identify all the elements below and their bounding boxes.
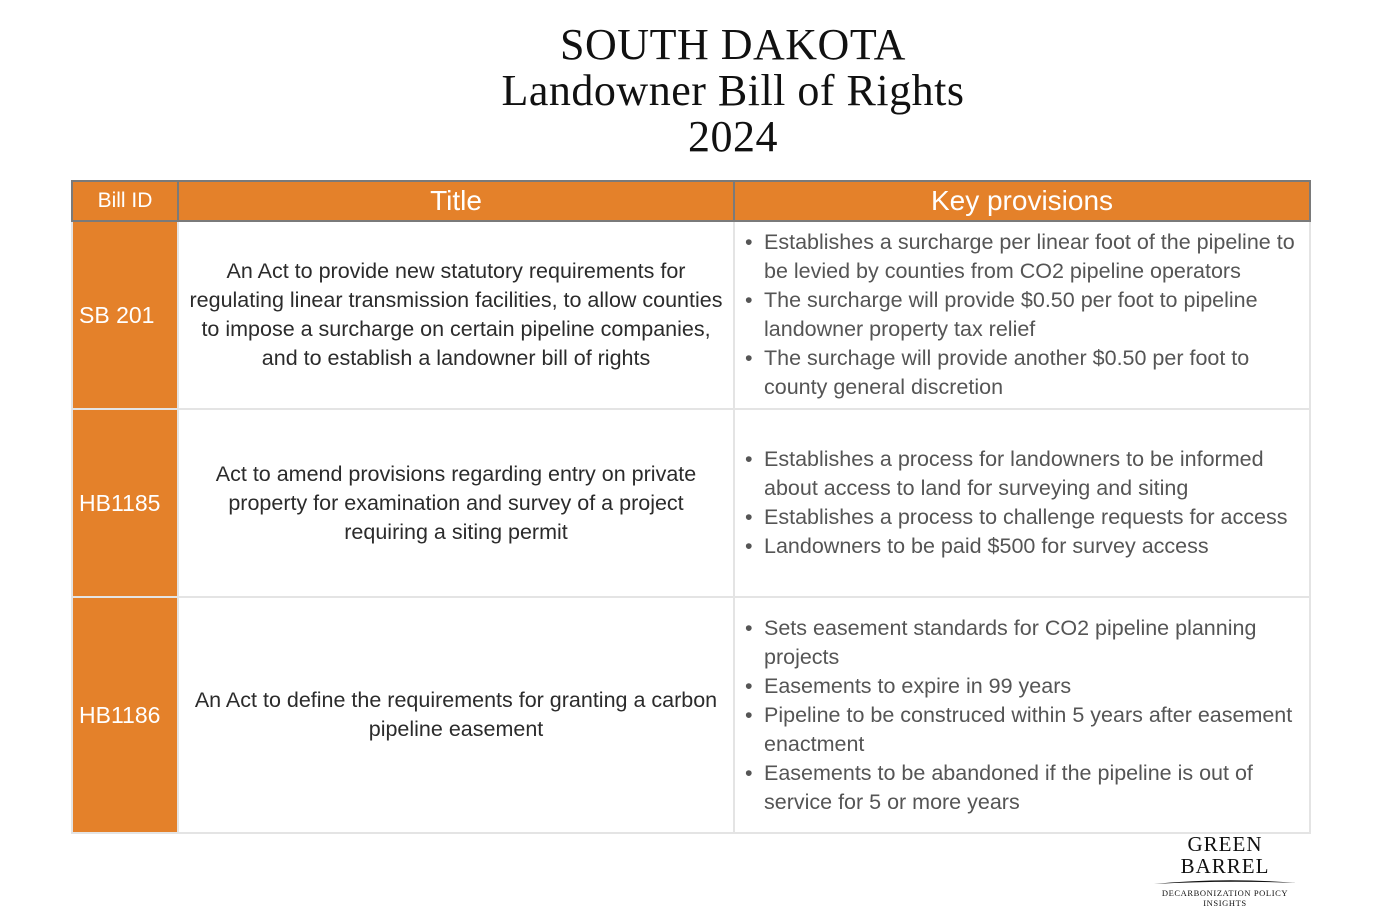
list-item xyxy=(743,759,1301,817)
list-item xyxy=(743,286,1301,344)
provision-text: The surcharge will provide $0.50 per foot to pipeline landowner property tax relief xyxy=(764,288,1258,341)
bullet-icon: • xyxy=(745,534,753,558)
page-title xyxy=(0,22,1380,160)
bullet-icon: • xyxy=(745,505,753,529)
provisions-list xyxy=(743,614,1301,817)
column-header-title: Title xyxy=(178,181,734,221)
title-year: 2024 xyxy=(688,112,778,161)
provisions-list xyxy=(743,228,1301,402)
bullet-icon: • xyxy=(745,288,753,312)
bullet-icon: • xyxy=(745,346,753,370)
provisions-list xyxy=(743,445,1301,561)
list-item xyxy=(743,614,1301,672)
bullet-icon: • xyxy=(745,615,753,640)
provision-text: Establishes a process to challenge requests for access xyxy=(764,505,1288,529)
bill-id-cell: HB1185 xyxy=(72,409,178,597)
table-row xyxy=(72,597,1310,833)
table-row xyxy=(72,221,1310,409)
provisions-cell xyxy=(734,409,1310,597)
list-item xyxy=(743,532,1301,561)
provisions-cell xyxy=(734,597,1310,833)
bill-title-cell: An Act to define the requirements for granting a carbon pipeline easement xyxy=(178,597,734,833)
swoosh-icon xyxy=(1152,878,1298,886)
list-item xyxy=(743,228,1301,286)
provision-text: Pipeline to be construced within 5 years after easement enactment xyxy=(764,702,1293,756)
list-item xyxy=(743,701,1301,759)
provision-text: Easements to be abandoned if the pipeline is out of service for 5 or more years xyxy=(764,760,1253,814)
provision-text: Landowners to be paid $500 for survey access xyxy=(764,534,1209,558)
bullet-icon: • xyxy=(745,760,753,785)
bills-table xyxy=(71,180,1311,834)
bullet-icon: • xyxy=(745,230,753,254)
logo-tagline: DECARBONIZATION POLICY INSIGHTS xyxy=(1161,888,1289,908)
table-row xyxy=(72,409,1310,597)
bullet-icon: • xyxy=(745,447,753,471)
table-header-row xyxy=(72,181,1310,221)
bullet-icon: • xyxy=(745,673,753,698)
provisions-cell xyxy=(734,221,1310,409)
bill-id-cell: HB1186 xyxy=(72,597,178,833)
column-header-bill-id: Bill ID xyxy=(72,181,178,221)
provision-text: The surchage will provide another $0.50 per foot to county general discretion xyxy=(764,346,1250,399)
bill-id-cell: SB 201 xyxy=(72,221,178,409)
list-item xyxy=(743,445,1301,503)
bill-title-cell: Act to amend provisions regarding entry on private property for examination and survey of a project requiring a siting permit xyxy=(178,409,734,597)
provision-text: Sets easement standards for CO2 pipeline planning projects xyxy=(764,615,1257,669)
title-subject: Landowner Bill of Rights xyxy=(501,66,965,115)
column-header-key-provisions: Key provisions xyxy=(734,181,1310,221)
list-item xyxy=(743,672,1301,701)
list-item xyxy=(743,344,1301,402)
provision-text: Establishes a process for landowners to be informed about access to land for surveying and siting xyxy=(764,447,1264,500)
provision-text: Establishes a surcharge per linear foot of the pipeline to be levied by counties from CO2 pipeline operators xyxy=(764,230,1295,283)
list-item xyxy=(743,503,1301,532)
provision-text: Easements to expire in 99 years xyxy=(764,673,1072,698)
green-barrel-logo xyxy=(1140,833,1310,908)
bill-title-cell: An Act to provide new statutory requirements for regulating linear transmission facilities, to allow counties to impose a surcharge on certain pipeline companies, and to establish a landowner bill of rights xyxy=(178,221,734,409)
logo-name: GREEN BARREL xyxy=(1180,832,1270,878)
title-state: SOUTH DAKOTA xyxy=(560,20,906,69)
bullet-icon: • xyxy=(745,702,753,727)
